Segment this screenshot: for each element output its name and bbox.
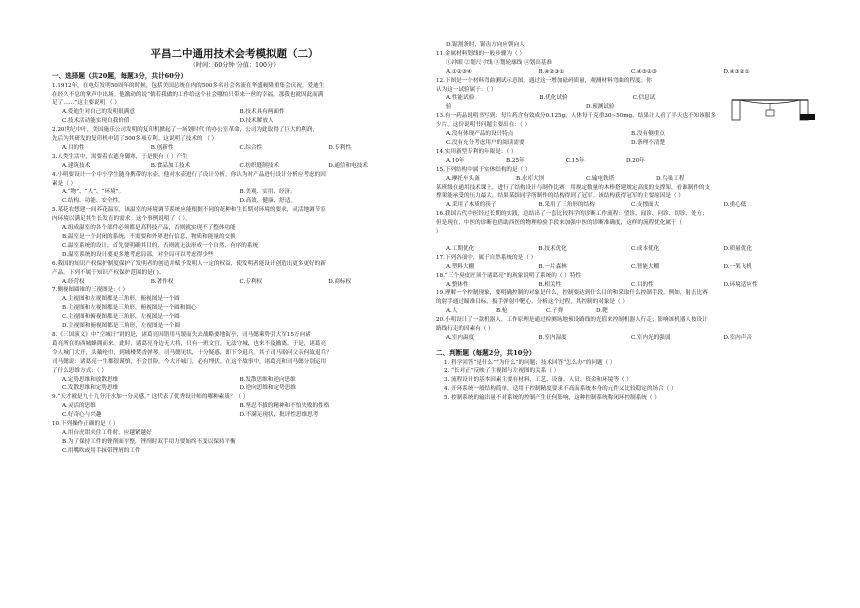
option-d: D.逆向思维和定势思维 — [239, 385, 296, 392]
question-6: 6.我国的知识产权保护制度保护了发明者的创造并赋予发明人一定的权益，使发明者能设计创造出更多更好的新 — [52, 260, 326, 267]
option-b: B.发散思维和逆向思维 — [239, 376, 296, 383]
question-6-options — [52, 278, 417, 287]
question-18-options — [436, 281, 816, 290]
question-1: 1.1912年，在电灯发明50周年的时候，包括美国总统在内的500多名社会名流在华盛顿隆重集会庆祝。爱迪生 — [52, 82, 325, 89]
judge-5: 5. 控制系统的输出量不对系统的控制产生任何影响，这种控制系统称闭环控制系统（ ） — [444, 395, 660, 402]
option-b: B.室内湿度 — [538, 335, 567, 341]
option-d: D.专利性 — [328, 144, 352, 151]
option-d: D.主视图和俯视图都是三角形，左视图是一个圆 — [62, 323, 180, 330]
option-a: A.目的性 — [62, 144, 85, 151]
judge-3: 3. 流程设计的基本因素主要有材料、工艺、设备、人员、资金和环境等（ ） — [444, 377, 632, 384]
judge-4: 4. 开环系统一般结构简单，适用于控制精度要求不高而系统本身的元件又比较稳定的场合（ ） — [444, 386, 677, 393]
question-5-cont: 内环境以满足其生长发育的需求。这个事例说明了（ ）。 — [52, 216, 191, 223]
option-c: C.好奇心与兴趣 — [62, 412, 102, 419]
option-b: B.主视图和左视图都是三角形，俯视图是一个圆和圆心 — [62, 305, 197, 312]
option-b: B.为了保持工件的锉削面平整，锉削时双手用力要始终不变以保持平衡 — [62, 438, 236, 445]
question-13: 13.有一药品说明书写到：每片药含有效成分0.125g，人体每千克重30~50mg，结果让人看了半天也不知该服多 — [436, 113, 717, 120]
question-19: 19.理解一个控制现象，要明确控制的对象是什么，控制要达到什么目的和采取什么控制手段。例如，射击比赛 — [436, 290, 708, 297]
weight-block — [766, 110, 774, 116]
weight-label-box — [800, 114, 815, 120]
option-b: B.著作权 — [150, 278, 174, 285]
option-b: B.采用了三角形的结构 — [538, 202, 595, 209]
option-c: C.没有充分考虑用户的阅读需要 — [446, 139, 525, 146]
option-c: C.主视图和俯视图都是三角形，左视图是一个圆 — [62, 314, 180, 321]
option-c: C.15年 — [566, 157, 585, 164]
question-8-options — [52, 376, 417, 385]
option-a: A.采用了木质的筷子 — [446, 202, 497, 209]
option-c: C.用嘴吹或用手抹带锉屑的工件 — [62, 447, 141, 454]
option-b: B.没有侧重点 — [631, 131, 665, 138]
option-d: D.一架飞机 — [723, 263, 752, 270]
question-12-options — [436, 94, 726, 103]
question-11-steps: ①冲眼 ②划尺寸线 ③划轮廓线 ④划出基准 — [446, 59, 553, 66]
option-d: D.鸟巢工程 — [656, 175, 685, 182]
option-a: A.组成温室的各个部件必须都是高科技产品，否则就实现不了整体功能 — [62, 225, 236, 232]
option-d: D.高效、健康、舒适。 — [239, 198, 296, 205]
option-c: C.室内光的强弱 — [631, 335, 671, 341]
question-4-options — [52, 197, 417, 206]
option-b: B.④②③① — [538, 68, 565, 75]
question-11-options — [436, 68, 816, 77]
question-16-options — [436, 245, 816, 254]
question-17: 17.下列各项中，属于自然系统的是（ ） — [436, 254, 537, 261]
question-2-options — [52, 144, 417, 153]
question-16-cont: ） — [436, 229, 442, 236]
option-b: B.技术优化 — [538, 245, 567, 252]
question-11: 11.金属材料划线的一般步骤为（ ） — [436, 50, 525, 57]
question-17-options — [436, 263, 816, 272]
option-d: D.20年 — [626, 157, 645, 164]
question-8: 8.《三国演义》中“空城计”讲的是，诸葛亮因错用马谡而失去战略要地街亭，司马懿乘势引大军15万向诸 — [52, 331, 311, 338]
option-c: C.综合性 — [239, 144, 263, 151]
option-a: A.摩托车头盔 — [446, 175, 480, 182]
right-column — [436, 0, 816, 608]
option-a: A.整体性 — [446, 281, 469, 288]
option-b: B.25年 — [506, 157, 525, 164]
option-c: C.④③②③ — [631, 68, 657, 75]
structure-question-cont: 撑架能承受的压力最大，结果某组同学所制作的结构得到了冠军。该结构获得冠军的主要原因是（ ） — [436, 193, 684, 200]
option-a: A.定势思维和放散思维 — [62, 376, 119, 383]
option-c: C.子弹 — [546, 308, 564, 315]
section-choice-heading: 一、选择题（共20题，每题3分，共计60分） — [52, 72, 188, 80]
question-9-options — [52, 411, 417, 420]
question-1-cont: 足了……”这主要说明 （ ） — [52, 100, 120, 107]
option-d: D.预测试验 — [586, 104, 615, 111]
option-a: A.主视图和左视图都是三角形，俯视图是一个圆 — [62, 296, 180, 303]
left-support — [732, 100, 740, 120]
left-column — [52, 0, 417, 608]
section-judge-heading: 二、判断题（每题2分，共10分） — [436, 348, 536, 357]
option-c: C.目的性 — [631, 281, 654, 288]
option-c: C.支撑面大 — [631, 202, 660, 209]
option-a: A.人 — [446, 308, 458, 315]
question-18: 18.“三个臭皮匠顶个诸葛亮”的现象说明了系统的（ ）特性 — [436, 272, 582, 279]
option-a: A.塑料大棚 — [446, 263, 475, 270]
question-13-options — [436, 130, 816, 139]
option-d: D.温室系统的设计要更多地考虑局部，对全局可以考虑得少些 — [62, 251, 214, 258]
option-b: B.水库大坝 — [516, 175, 545, 182]
option-d: D.锯割条时，锯齿方向应朝向人 — [446, 42, 525, 48]
option-a: A.用台虎钳夹住工件时，应越紧越好 — [62, 429, 152, 436]
option-c: C.信息试 — [632, 95, 656, 102]
question-7: 7.侧视图圆锥的三视图是:（ ） — [52, 287, 129, 294]
option-b: B.相关性 — [538, 281, 562, 288]
option-b: B.坚忍不拔的精神和不怕失败的性格 — [239, 403, 330, 410]
option-b: B.温室是一个封闭的系统，不需要和外界进行信息、物质和能量的交换 — [62, 234, 236, 240]
question-4-cont: 素是（ ） — [52, 180, 77, 187]
question-19-options — [436, 307, 646, 316]
question-14: 14.实用新型专利的年限是：（ ） — [436, 148, 517, 155]
judge-1: 1. 科学回答“是什么”“为什么”的问题；技术回答“怎么办”的问题（ ） — [444, 359, 616, 366]
question-6-cont: 产品。下列不属于知识产权保护范围的是( )。 — [52, 269, 165, 276]
question-12-options — [436, 103, 726, 112]
option-a: A.性能试验 — [446, 95, 475, 102]
option-c: C.技术活动能实现自我价值 — [62, 118, 130, 125]
question-16: 16.我国古代中医经过长期的实践，总结出了一套比较科学的诊断工作流程：望诊、闻诊、问诊、切诊、处方； — [436, 211, 708, 218]
option-a: A.“物”、“人”、“环境”。 — [62, 189, 125, 196]
option-c: C.结构、功能、安全性。 — [62, 198, 124, 205]
question-16-cont: 但是现在，中医的诊断也借助西医的物理检验手段来加强中医的诊断准确度，这样的流程优化属于（ — [436, 220, 683, 227]
option-c: C.输电铁塔 — [586, 175, 615, 182]
question-4-options — [52, 188, 417, 197]
option-d: D.不满足现状，批评性思维思考 — [239, 412, 319, 419]
option-d: D.技术解放人 — [239, 118, 274, 125]
option-d: D.质量优化 — [723, 245, 752, 252]
structure-question-options — [436, 201, 816, 210]
option-a: A.爱迪生对自己的发明很满意 — [62, 109, 135, 116]
option-d: D.④③②① — [723, 68, 750, 75]
option-b: B.一片森林 — [538, 263, 567, 270]
option-d: D.重心低 — [723, 202, 747, 209]
option-c: C.成本优化 — [631, 245, 660, 252]
question-9: 9.“天才就是九十九分汗水加一分灵感。” 这代表了优秀设计师的哪种素质？（ ） — [52, 394, 249, 401]
question-15: 15.下列结构中属于实体结构的是（ ） — [436, 166, 531, 173]
option-c: C.专利权 — [239, 278, 263, 285]
option-c-cont: 验 — [446, 104, 452, 111]
option-c: C.温室系统的设计，首先要明确其目的，否则就无法形成一个自然、有序的系统 — [62, 242, 259, 249]
option-a: A.没有体现产品的设计特点 — [446, 131, 514, 138]
option-c: C.发散思维和定势思维 — [62, 385, 119, 392]
question-20-options — [436, 334, 816, 343]
option-d: D.通信和电技术 — [328, 162, 368, 169]
question-4: 4.小明要设计一个中小学生随身携带的水壶，他对水壶进行了设计分析，你认为对产品进行设计分析应考虑的因 — [52, 171, 326, 178]
question-20: 20.小明设计了一款机器人，工作原理是通过检测场地预设路线的光值来控制机器人行走；影响该机器人按设计 — [436, 317, 708, 324]
exam-title: 平昌二中通用技术会考模拟题（二） — [150, 48, 319, 60]
question-14-options — [436, 157, 686, 166]
question-3-options — [52, 162, 417, 171]
option-b: B.枪 — [496, 308, 508, 315]
option-a: A.室内温度 — [446, 335, 475, 341]
option-a: A.建筑技术 — [62, 162, 91, 169]
question-1-cont: 在经久不息的掌声中出场。他激动的说“倘若我做的工作给这个社会哪怕只带来一丝的幸福，那我也就因此而满 — [52, 91, 324, 98]
option-c: C.智能大棚 — [631, 263, 660, 270]
question-13-options — [436, 139, 816, 148]
option-d: D.商标权 — [328, 278, 352, 285]
question-2: 2.20世纪中叶，美国施乐公司发明的复印机掀起了一场划时代 的办公室革命，公司为此取得了巨大的利润， — [52, 127, 318, 134]
option-b: B.美观、实用、经济。 — [239, 189, 296, 196]
exam-subtitle: （时间：60分钟 分值：100分） — [189, 62, 280, 69]
option-a: A.经营权 — [62, 278, 85, 285]
option-a: A.灵活的思维 — [62, 403, 96, 410]
option-b: B.食品加工技术 — [150, 162, 191, 169]
question-15-options — [436, 175, 726, 184]
question-2-cont: 先后为其研发的复印机申请了500多项专利。这说明了技术的 （ ） — [52, 136, 218, 143]
question-8-cont: 令人城门大开，头戴纶巾，到城楼焚香弹琴。司马懿见状，十分疑惑，即下令退兵。其子司马昭问父亲何故退兵？ — [52, 349, 332, 356]
question-5: 5.某花农想建一间养花温室，该温室的环境调节系统应能根据不同的花种和生长期对环境的要求，灵活地调节室 — [52, 207, 326, 214]
question-12: 12.下图是一个材料弯曲测试示意图，通过这一增加砝码质量，观测材料弯曲的程度；你 — [436, 77, 652, 84]
option-b: B.技术具有两面性 — [239, 109, 285, 116]
option-a: A.工期优化 — [446, 245, 475, 252]
question-20-cont: 路线行走的因素有（ ） — [436, 326, 494, 333]
option-d: D.室内声音 — [723, 335, 752, 341]
question-8-cont: 了什么思维方式：（ ） — [52, 367, 107, 374]
question-1-options — [52, 108, 417, 117]
judge-2: 2. “长对正”反映了主视图与左视图的关系（ ） — [444, 368, 560, 375]
question-8-cont: 葛亮所在的西城蜂拥而来。此时，诸葛亮身边无大将，只有一班文官，无法守城，也来不及撤离。于是，诸葛亮 — [52, 340, 327, 347]
question-19-cont: 的射手通过瞄准目标，扳手弹射中靶心，分析这个过程，其控制的对象是（ ） — [436, 299, 628, 306]
option-b: B.创新性 — [150, 144, 174, 151]
question-8-cont: 司马懿说：诸葛亮一生都很谨慎，不会冒险。今大开城门，必有埋伏。在这个故事中，诸葛亮和司马懿分别运用 — [52, 358, 327, 365]
option-a: A.10年 — [446, 157, 465, 164]
option-b: B.优化试验 — [539, 95, 568, 102]
question-10: 10.下列操作正确的是（ ） — [52, 421, 119, 428]
question-13-cont: 少片。这份说明书问题主要出在：（ ） — [436, 122, 531, 129]
bending-test-diagram — [730, 88, 816, 122]
structure-question: 某班级在通用技术课上，进行了结构设计与制作比赛：用规定数量的木棒搭建规定高度的支撑架，看谁制作的支 — [436, 184, 711, 191]
option-c: C.纺织缝制技术 — [239, 162, 279, 169]
question-9-options — [52, 402, 417, 411]
question-12-cont: 认为这一试验属于：（ ） — [436, 86, 497, 93]
question-3: 3.人类生活中，需要着衣遮身御寒，于是便有（ ）产生 — [52, 153, 188, 160]
option-d: D.条理不清楚 — [631, 139, 666, 146]
option-d: D.环境适应性 — [723, 281, 758, 288]
option-d: D.靶 — [596, 308, 608, 315]
question-1-options — [52, 117, 417, 126]
option-a: A.①②③④ — [446, 68, 472, 75]
question-8-options — [52, 384, 417, 393]
